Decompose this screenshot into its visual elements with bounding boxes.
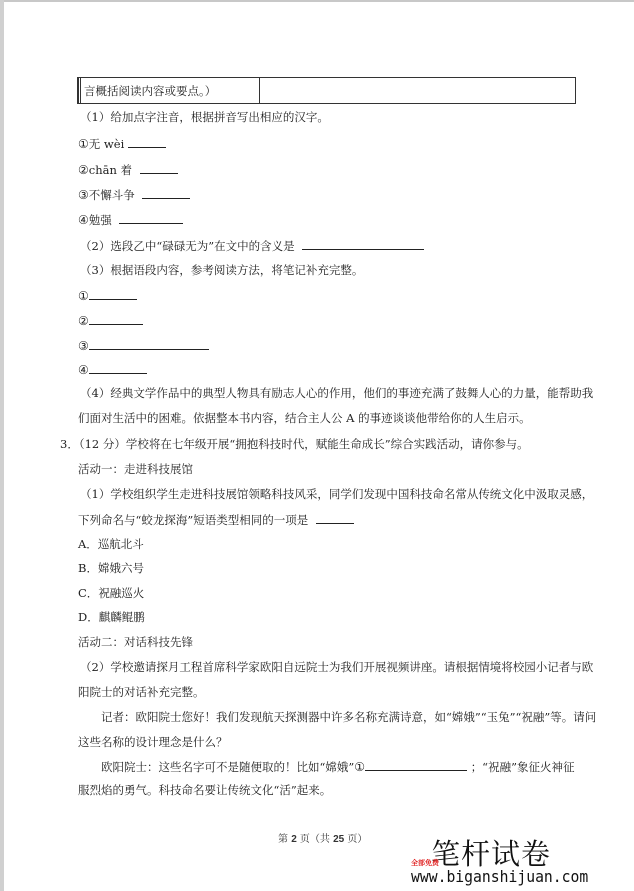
answer-blank[interactable] [316, 512, 354, 524]
watermark-tag: 全部免费 [411, 859, 439, 867]
total-pages: 25 [333, 834, 345, 845]
footer-suffix: 页） [344, 834, 368, 845]
note-3 [78, 338, 209, 353]
q2-sub1-prompt: （1）给加点字注音，根据拼音写出相应的汉字。 [80, 110, 329, 124]
option-a[interactable] [78, 537, 144, 551]
option-text: 嫦娥六号 [97, 561, 144, 575]
reporter-line2: 这些名称的设计理念是什么？ [78, 735, 228, 749]
item-text: chān 着 [88, 163, 133, 177]
item-number: ② [78, 163, 89, 177]
note-2 [78, 313, 143, 328]
option-text: 祝融巡火 [98, 586, 145, 600]
item-number: ③ [78, 188, 89, 202]
q2-sub4-line1: （4）经典文学作品中的典型人物具有励志人心的作用，他们的事迹充满了鼓舞人心的力量，能帮助我 [80, 386, 594, 400]
item-text: 无 wèi [88, 137, 125, 151]
option-text: 巡航北斗 [97, 537, 144, 551]
academician-line2: 服烈焰的勇气。科技命名要让传统文化“活”起来。 [78, 783, 332, 797]
q3-sub1-line2 [78, 512, 354, 527]
watermark-url: www.biganshijuan.com [411, 867, 589, 886]
note-number: ② [78, 314, 89, 328]
item-number: ① [78, 137, 89, 151]
q2-sub3-prompt: （3）根据语段内容，参考阅读方法，将笔记补充完整。 [80, 263, 364, 277]
option-text: 麒麟鲲鹏 [98, 610, 145, 624]
answer-blank[interactable] [128, 136, 166, 148]
q2-sub2-prompt: （2）选段乙中“碌碌无为”在文中的含义是 [80, 239, 295, 253]
note-number: ① [78, 289, 89, 303]
academician-line1 [101, 759, 574, 774]
q2-item-2 [78, 162, 178, 177]
q3-sub2-line1: （2）学校邀请探月工程首席科学家欧阳自远院士为我们开展视频讲座。请根据情境将校园小记者与欧 [80, 660, 594, 674]
watermark-title: 笔杆试卷 [431, 837, 552, 871]
item-text: 不懈斗争 [88, 188, 135, 202]
option-b[interactable] [78, 561, 144, 575]
footer-middle: 页（共 [296, 834, 334, 845]
note-1 [78, 288, 137, 303]
q2-sub4-line2: 们面对生活中的困难。依据整本书内容，结合主人公 A 的事迹谈谈他带给你的人生启示。 [78, 411, 531, 425]
option-d[interactable] [78, 610, 145, 624]
note-number: ③ [78, 339, 89, 353]
option-c[interactable] [78, 586, 144, 600]
option-label: B． [78, 561, 98, 575]
q3-sub1-line1: （1）学校组织学生走进科技展馆领略科技风采，同学们发现中国科技命名常从传统文化中汲取灵感， [80, 487, 594, 501]
page-footer [278, 830, 367, 845]
footer-prefix: 第 [278, 834, 292, 845]
option-label: D． [78, 610, 99, 624]
current-page: 2 [291, 834, 297, 845]
q3-activity1: 活动一：走进科技展馆 [78, 462, 193, 476]
q2-sub2 [80, 238, 424, 253]
answer-blank[interactable] [119, 212, 183, 224]
answer-blank[interactable] [365, 759, 467, 771]
answer-blank[interactable] [89, 313, 143, 325]
reading-table [77, 77, 576, 104]
blank-number: ① [354, 760, 366, 774]
answer-blank[interactable] [302, 238, 424, 250]
note-number: ④ [78, 363, 89, 377]
option-label: A． [78, 537, 98, 551]
academician-text-b: ；“祝融”象征火神征 [470, 760, 575, 774]
answer-blank[interactable] [142, 187, 190, 199]
answer-blank[interactable] [140, 162, 178, 174]
reporter-line1: 记者：欧阳院士您好！我们发现航天探测器中许多名称充满诗意，如“嫦娥”“玉兔”“祝融”等。请问 [101, 710, 597, 724]
q3-header: 3．（12 分）学校将在七年级开展“拥抱科技时代，赋能生命成长”综合实践活动，请你参与。 [60, 437, 529, 451]
q2-item-1 [78, 136, 166, 151]
q3-sub2-line2: 阳院士的对话补充完整。 [78, 685, 205, 699]
q2-item-4 [78, 212, 183, 227]
answer-blank[interactable] [89, 362, 147, 374]
q2-item-3 [78, 187, 190, 202]
academician-text-a: 欧阳院士：这些名字可不是随便取的！比如“嫦娥” [101, 760, 355, 774]
table-cell-summary: 言概括阅读内容或要点。） [78, 78, 260, 103]
item-number: ④ [78, 213, 89, 227]
note-4 [78, 362, 147, 377]
answer-blank[interactable] [89, 288, 137, 300]
option-label: C． [78, 586, 99, 600]
answer-blank[interactable] [89, 338, 209, 350]
q3-sub1-prompt: 下列命名与“蛟龙探海”短语类型相同的一项是 [78, 513, 309, 527]
q3-activity2: 活动二：对话科技先锋 [78, 635, 193, 649]
item-text: 勉强 [88, 213, 112, 227]
table-cell-answer[interactable] [260, 78, 575, 103]
document-page [4, 2, 634, 891]
